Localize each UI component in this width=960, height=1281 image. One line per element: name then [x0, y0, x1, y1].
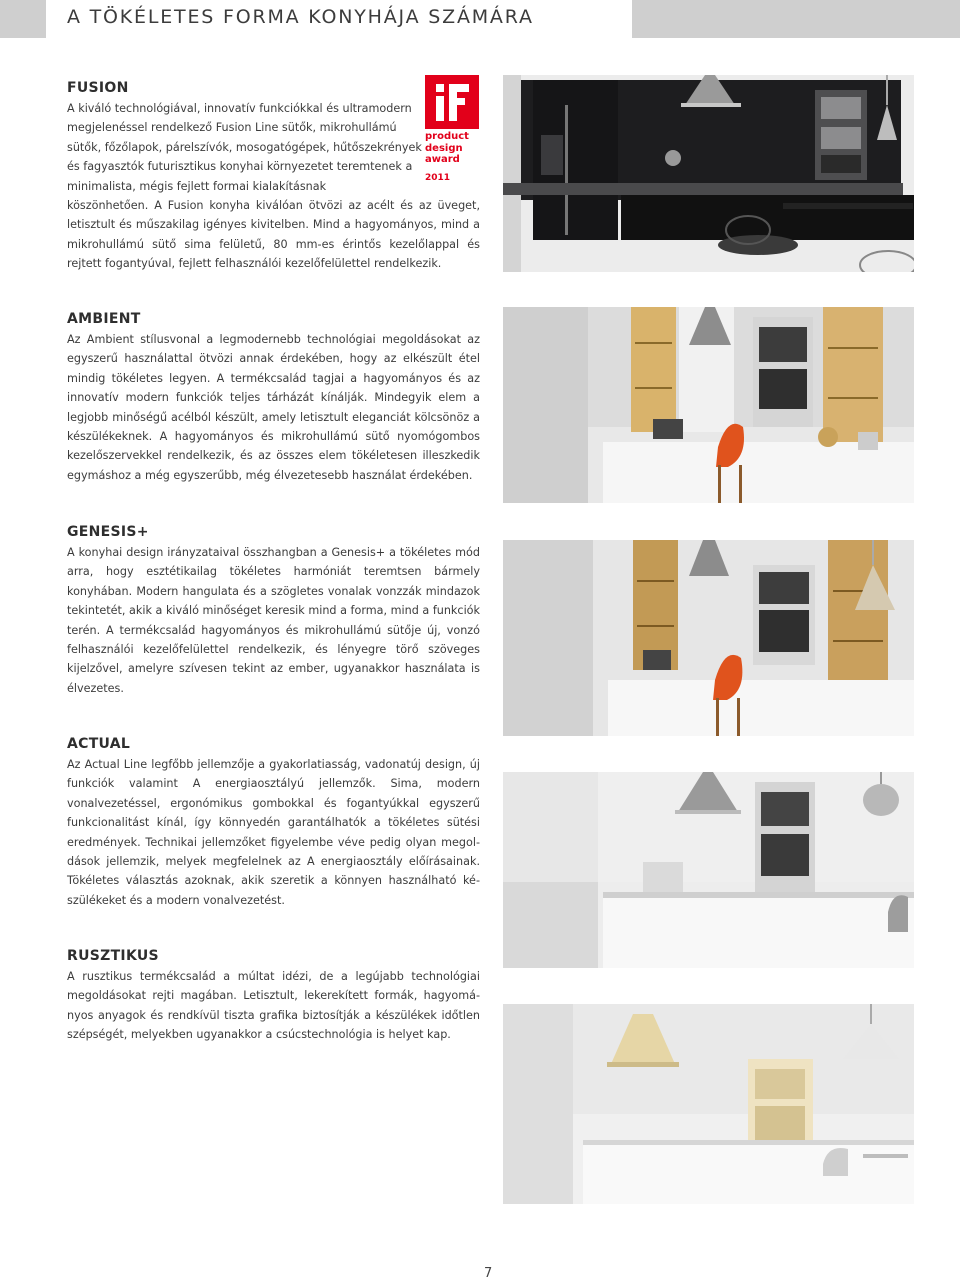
- if-award-logo: [425, 75, 479, 129]
- rusztikus-title: RUSZTIKUS: [67, 948, 159, 964]
- ambient-kitchen-photo: [503, 307, 914, 503]
- award-line-design: design: [425, 142, 463, 154]
- award-year: 2011: [425, 172, 451, 183]
- genesis-title: GENESIS+: [67, 524, 149, 540]
- actual-body: Az Actual Line legfőbb jellemzője a gyakorlatiasság, vadonatúj design, új funkciók valamint A energiaosztályú jellemzők. Sima, modern vonalvezetéssel, ergonómikus gombokkal és fogantyúkkal egyszerű funkcionalitást kínál, így könnyedén garantálhatók a tökéletes sütési eredmények. Technikai jellemzőket figyelembe véve pedig olyan megoldások jellemzik, melyek megfelelnek az A energiaosztály előírásainak. Tökéletes választás azoknak, akik szeretik a könnyen használható készülékeket és a modern vonalvezetést.: [67, 758, 480, 907]
- genesis-section: [67, 524, 480, 698]
- fusion-body-top: A kiváló technológiával, innovatív funkciókkal és ultramodern megjelenéssel rendelkező Fusion Line sütők, mikrohullámú sütők, főzőlapok, párelszívók, mosogatógépek, hűtőszekrények és fagyasztók futurisztikus konyhai környezetet teremtenek a minimalista, mégis fejlett formai kialakításnak: [67, 102, 422, 193]
- ambient-title: AMBIENT: [67, 311, 141, 327]
- actual-title: ACTUAL: [67, 736, 131, 752]
- rusztikus-kitchen-photo: [503, 1004, 914, 1204]
- if-design-award: [425, 75, 481, 183]
- genesis-body: A konyhai design irányzataival összhangban a Genesis+ a tökéletes mód arra, hogy esztétikailag tökéletes harmóniát teremtsen bármely konyhában. Modern hangulata és a szögletes vonalak vonzzák mindazok tekintetét, akik a kiváló minőséget keresik mind a forma, mind a funkciók terén. A termékcsalád hagyományos és mikrohullámú sütője új, vonzó felhasználói kezelőfelülettel rendelkezik, és lényegre törő szöveges kijelzővel, amelyre szívesen tekint az ember, ugyanakkor használata is élvezetes.: [67, 546, 480, 695]
- actual-kitchen-photo: [503, 772, 914, 968]
- header-bar-right: [632, 0, 960, 38]
- award-label: [425, 131, 481, 166]
- actual-section: [67, 736, 480, 910]
- ambient-section: [67, 311, 480, 485]
- page-title: A TÖKÉLETES FORMA KONYHÁJA SZÁMÁRA: [67, 6, 534, 28]
- genesis-kitchen-photo: [503, 540, 914, 736]
- rusztikus-body: A rusztikus termékcsalád a múltat idézi, de a legújabb technológiai megoldásokat rejti magában. Letisztult, lekerekített formák, hagyományos anyagok és rendkívül tiszta grafika biztosítják a készülékek időtlen szépségét, melyekben ugyanakkor a csúcstechnológia is helyet kap.: [67, 970, 480, 1042]
- page-number: 7: [484, 1266, 493, 1281]
- ambient-body: Az Ambient stílusvonal a legmodernebb technológiai megoldásokat az egyszerű használattal ötvözi annak érdekében, hogy az elkészült étel mindig tökéletes legyen. A termékcsalád tagjai a hagyományos és az innovatív modern funkciók teljes tárházát kínálják. Mindegyik elem a legjobb minőségű acélból készült, amely letisztult eleganciát kölcsönöz a készülékeknek. A hagyományos és mikrohullámú sütő nyomógombos kezelőszervekkel rendelkezik, és az összes elem tökéletesen illeszkedik egymáshoz a még egyszerűbb, még élvezetesebb használat érdekében.: [67, 333, 480, 482]
- award-line-product: product: [425, 131, 469, 142]
- fusion-kitchen-photo: [503, 75, 914, 272]
- if-logo-icon: [425, 75, 479, 129]
- award-line-award: award: [425, 154, 460, 165]
- header-bar-left: [0, 0, 46, 38]
- fusion-title: FUSION: [67, 80, 129, 96]
- rusztikus-section: [67, 948, 480, 1045]
- fusion-body-bottom: köszönhetően. A Fusion konyha kiválóan ötvözi az acélt és az üveget, letisztult és műszakilag igényes kivitelben. Mind a hagyományos, mind a mikrohullámú sütő sima felületű, 80 mm-es érintős kezelőlappal és rejtett fogantyúval, fejlett felhasználói kezelőfelülettel rendelkezik.: [67, 199, 480, 271]
